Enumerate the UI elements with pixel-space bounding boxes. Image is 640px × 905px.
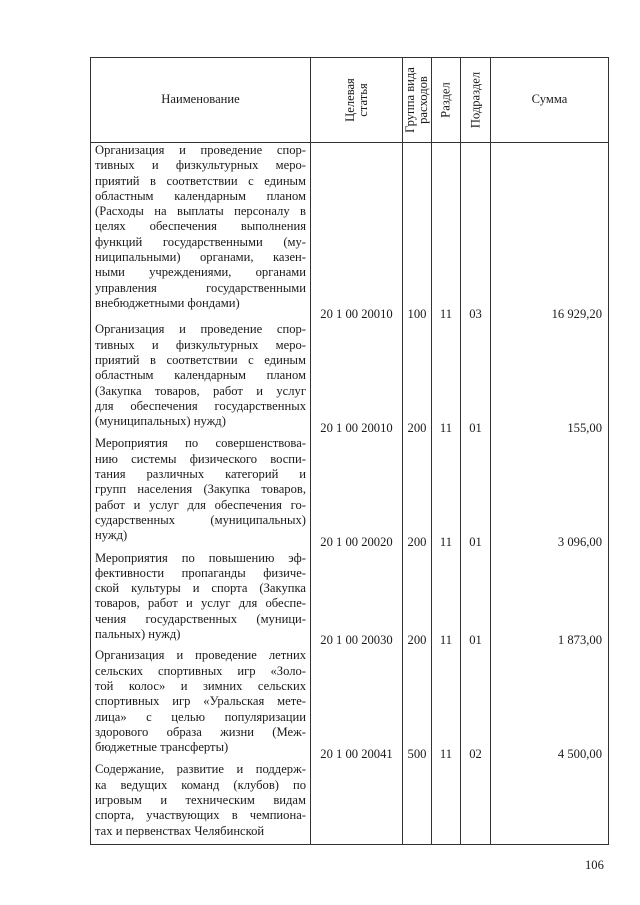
row-name-line: Организация и проведение спор- [95,322,306,337]
row-name-line: групп населения (Закупка товаров, [95,482,306,497]
row-name-line: Мероприятия по повышению эф- [95,550,306,565]
row-name-line: бюджетные трансферты) [95,740,229,755]
row-name-line: чения государственных (муници- [95,611,306,626]
row-name-line: внебюджетными фондами) [95,295,240,310]
row-subsection: 03 [461,143,491,323]
row-section: 11 [432,436,461,550]
header-sum: Сумма [491,58,609,143]
row-name-line: (Закупка товаров, работ и услуг [95,383,306,398]
row-group: 500 [403,648,432,762]
header-group: Группа вида расходов [403,58,432,143]
row-name-line: нию системы физического воспи- [95,451,306,466]
row-name-line: работ и услуг для обеспечения го- [95,497,306,512]
row-subsection: 01 [461,551,491,649]
row-name-line: Мероприятия по совершенствова- [95,436,306,451]
row-target [311,762,403,844]
row-name-line: ными учреждениями, органами [95,265,306,280]
row-name-line: целях обеспечения выполнения [95,219,306,234]
table-row [91,648,609,762]
row-section: 11 [432,551,461,649]
row-name [91,143,311,323]
header-row [91,58,609,143]
row-name-line: областным календарным планом [95,368,306,383]
row-name-line: приятий в соответствии с единым [95,352,306,367]
row-name-line: нужд) [95,528,128,543]
row-name-line: тивных и физкультурных меро- [95,337,306,352]
row-name-line: областным календарным планом [95,188,306,203]
row-name-line: сударственных (муниципальных) [95,512,306,527]
page-number: 106 [585,858,604,872]
header-name: Наименование [91,58,311,143]
row-name-line: управления государственными [95,280,306,295]
table-row [91,762,609,844]
table-row [91,322,609,436]
row-name-line: Содержание, развитие и поддерж- [95,762,306,777]
row-name-line: Организация и проведение спор- [95,143,306,157]
row-name-line: спортивных игр «Уральская мете- [95,694,306,709]
row-group [403,762,432,844]
row-section: 11 [432,648,461,762]
row-target: 20 1 00 20010 [311,322,403,436]
row-name-line: фективности пропаганды физиче- [95,565,306,580]
row-target: 20 1 00 20010 [311,143,403,323]
row-sum: 16 929,20 [491,143,609,323]
header-target: Целевая статья [311,58,403,143]
row-sum: 1 873,00 [491,551,609,649]
row-name [91,436,311,550]
row-name-line: тания различных категорий и [95,467,306,482]
row-name-line: спорта, участвующих в чемпиона- [95,808,306,823]
row-group: 200 [403,551,432,649]
row-subsection [461,762,491,844]
row-group: 200 [403,436,432,550]
row-name-line: игровым и техническим видам [95,793,306,807]
header-section: Раздел [432,58,461,143]
row-name-line: здорового образа жизни (Меж- [95,724,306,739]
row-subsection: 02 [461,648,491,762]
row-section: 11 [432,143,461,323]
budget-table [90,57,609,845]
row-sum: 3 096,00 [491,436,609,550]
row-name-line: для обеспечения государственных [95,398,306,413]
row-name-line: товаров, работ и услуг для обеспе- [95,596,306,611]
row-sum: 4 500,00 [491,648,609,762]
row-sum [491,762,609,844]
row-name-line: ниципальными) органами, казен- [95,250,306,265]
table-row [91,551,609,649]
row-group: 200 [403,322,432,436]
row-target: 20 1 00 20041 [311,648,403,762]
row-name-line: Организация и проведение летних [95,648,306,663]
row-name-line: (муниципальных) нужд) [95,414,226,429]
row-name-line: ка ведущих команд (клубов) по [95,777,306,792]
row-name [91,322,311,436]
row-name-line: функций государственными (му- [95,234,306,249]
row-name [91,551,311,649]
row-section: 11 [432,322,461,436]
row-section [432,762,461,844]
row-name-line: тивных и физкультурных меро- [95,158,306,173]
header-subsection: Подраздел [461,58,491,143]
table-row [91,436,609,550]
row-name-line: ской культуры и спорта (Закупка [95,581,306,596]
row-target: 20 1 00 20030 [311,551,403,649]
row-name-line: той колос» и зимних сельских [95,678,306,693]
row-subsection: 01 [461,436,491,550]
row-name [91,762,311,844]
row-name-line: пальных) нужд) [95,627,181,641]
row-name-line: (Расходы на выплаты персоналу в [95,204,306,219]
row-sum: 155,00 [491,322,609,436]
row-group: 100 [403,143,432,323]
row-target: 20 1 00 20020 [311,436,403,550]
row-name-line: тах и первенствах Челябинской [95,823,265,838]
row-name [91,648,311,762]
row-subsection: 01 [461,322,491,436]
table-row [91,143,609,323]
row-name-line: приятий в соответствии с единым [95,173,306,188]
row-name-line: сельских спортивных игр «Золо- [95,663,306,678]
row-name-line: лица» с целью популяризации [95,709,306,724]
